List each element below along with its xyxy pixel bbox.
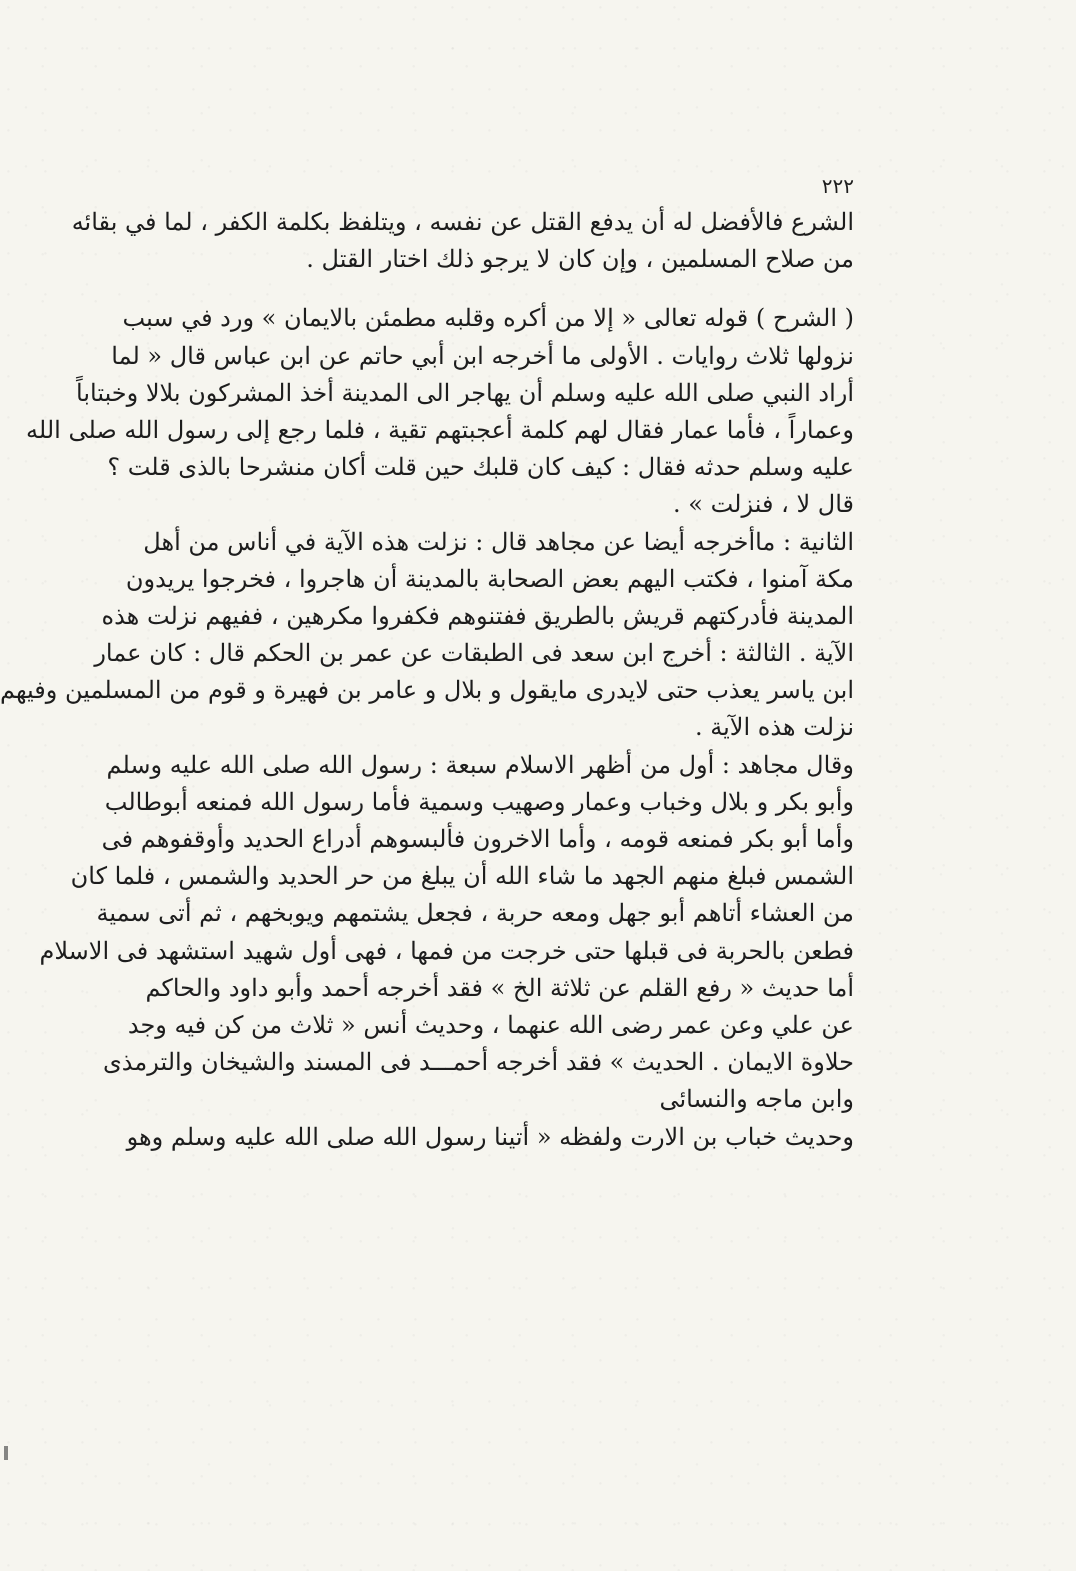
paragraph-gap bbox=[228, 278, 854, 300]
paragraph-4-line-1: وقال مجاهد : أول من أظهر الاسلام سبعة : رسول الله صلى الله عليه وسلم bbox=[106, 750, 854, 779]
paragraph-3-line-1: الثانية : ماأخرجه أيضا عن مجاهد قال : نزلت هذه الآية في أناس من أهل bbox=[143, 527, 854, 556]
paragraph-2-line-3: أراد النبي صلى الله عليه وسلم أن يهاجر الى المدينة أخذ المشركون بلالا وخبتاباً bbox=[76, 378, 854, 407]
paragraph-3-line-2: مكة آمنوا ، فكتب اليهم بعض الصحابة بالمدينة أن هاجروا ، فخرجوا يريدون bbox=[125, 564, 854, 593]
paragraph-5-line-4: وابن ماجه والنسائى bbox=[659, 1085, 854, 1114]
paragraph-3-line-5: ابن ياسر يعذب حتى لايدرى مايقول و بلال و عامر بن فهيرة و قوم من المسلمين وفيهم bbox=[0, 676, 854, 705]
paragraph-1-line-2: من صلاح المسلمين ، وإن كان لا يرجو ذلك اختار القتل . bbox=[306, 245, 854, 274]
paragraph-5-line-2: عن علي وعن عمر رضى الله عنهما ، وحديث أنس « ثلاث من كن فيه وجد bbox=[127, 1010, 854, 1039]
paragraph-1-line-1: الشرع فالأفضل له أن يدفع القتل عن نفسه ، ويتلفظ بكلمة الكفر ، لما في بقائه bbox=[71, 208, 854, 236]
paragraph-2-line-6: قال لا ، فنزلت » . bbox=[673, 490, 854, 519]
paragraph-4-line-6: فطعن بالحربة فى قبلها حتى خرجت من فمها ، فهى أول شهيد استشهد فى الاسلام bbox=[39, 936, 854, 965]
paragraph-6 bbox=[126, 1119, 854, 1156]
paragraph-2-line-5: عليه وسلم حدثه فقال : كيف كان قلبك حين قلت أكان منشرحا بالذى قلت ؟ bbox=[107, 453, 854, 482]
paragraph-1 bbox=[71, 204, 854, 278]
paragraph-3-line-3: المدينة فأدركتهم قريش بالطريق ففتنوهم فكفروا مكرهين ، ففيهم نزلت هذه bbox=[101, 601, 854, 630]
paragraph-5-line-1: أما حديث « رفع القلم عن ثلاثة الخ » فقد أخرجه أحمد وأبو داود والحاكم bbox=[145, 973, 854, 1002]
paragraph-5-line-3: حلاوة الايمان . الحديث » فقد أخرجه أحمـــد فى المسند والشيخان والترمذى bbox=[103, 1048, 854, 1077]
page-body-text bbox=[0, 204, 854, 1156]
paragraph-4-line-2: وأبو بكر و بلال وخباب وعمار وصهيب وسمية فأما رسول الله فمنعه أبوطالب bbox=[104, 787, 854, 816]
paragraph-4-line-5: من العشاء أتاهم أبو جهل ومعه حربة ، فجعل يشتمهم ويوبخهم ، ثم أتى سمية bbox=[96, 899, 854, 928]
paragraph-2-line-1: ( الشرح ) قوله تعالى « إلا من أكره وقلبه مطمئن بالايمان » ورد في سبب bbox=[122, 304, 854, 333]
paragraph-4-line-4: الشمس فبلغ منهم الجهد ما شاء الله أن يبلغ من حر الحديد والشمس ، فلما كان bbox=[70, 862, 854, 891]
paragraph-6-line-1: وحديث خباب بن الارت ولفظه « أتينا رسول الله صلى الله عليه وسلم وهو bbox=[126, 1122, 854, 1151]
paragraph-5 bbox=[103, 970, 854, 1119]
paragraph-2 bbox=[26, 300, 854, 523]
scan-edge-mark bbox=[4, 1446, 8, 1460]
paragraph-2-line-4: وعماراً ، فأما عمار فقال لهم كلمة أعجبتهم تقية ، فلما رجع إلى رسول الله صلى الله bbox=[26, 415, 854, 444]
page-number: ٢٢٢ bbox=[821, 174, 854, 198]
paragraph-4-line-3: وأما أبو بكر فمنعه قومه ، وأما الاخرون فألبسوهم أدراع الحديد وأوقفوهم فى bbox=[101, 825, 854, 853]
paragraph-4 bbox=[39, 747, 854, 970]
paragraph-3 bbox=[0, 524, 854, 747]
paragraph-3-line-6: نزلت هذه الآية . bbox=[694, 713, 854, 742]
paragraph-2-line-2: نزولها ثلاث روايات . الأولى ما أخرجه ابن أبي حاتم عن ابن عباس قال « لما bbox=[111, 341, 854, 370]
paragraph-3-line-4: الآية . الثالثة : أخرج ابن سعد فى الطبقات عن عمر بن الحكم قال : كان عمار bbox=[94, 639, 854, 668]
